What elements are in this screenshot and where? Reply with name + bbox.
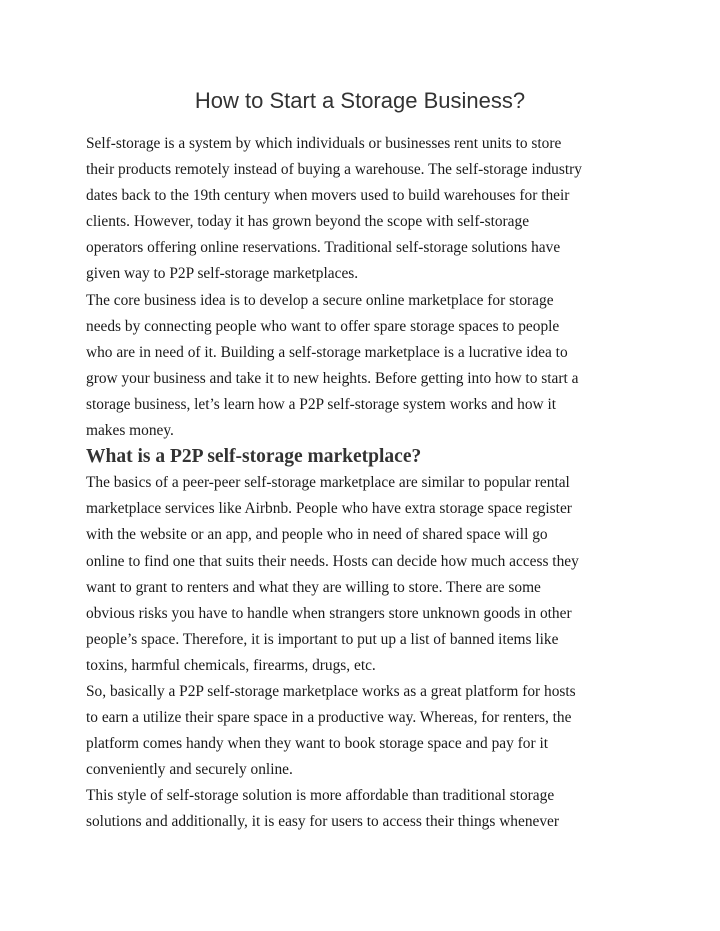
page-title: How to Start a Storage Business? — [194, 88, 526, 113]
body-line: online to find one that suits their needs. Hosts can decide how much access they — [86, 552, 579, 570]
body-line: their products remotely instead of buying a warehouse. The self-storage industry — [86, 161, 582, 179]
body-line: want to grant to renters and what they are willing to store. There are some — [86, 578, 541, 596]
body-line: This style of self-storage solution is more affordable than traditional storage — [86, 787, 555, 805]
body-line: storage business, let’s learn how a P2P self-storage system works and how it — [86, 395, 557, 413]
body-line: clients. However, today it has grown beyond the scope with self-storage — [86, 213, 530, 231]
body-line: So, basically a P2P self-storage marketplace works as a great platform for hosts — [86, 682, 576, 700]
body-line: needs by connecting people who want to offer spare storage spaces to people — [86, 317, 560, 335]
body-line: operators offering online reservations. Traditional self-storage solutions have — [86, 239, 561, 257]
body-line: grow your business and take it to new heights. Before getting into how to start a — [86, 369, 579, 387]
body-line: obvious risks you have to handle when strangers store unknown goods in other — [86, 604, 572, 622]
body-line: who are in need of it. Building a self-storage marketplace is a lucrative idea to — [86, 343, 568, 361]
body-line: Self-storage is a system by which individuals or businesses rent units to store — [86, 135, 562, 152]
body-line: dates back to the 19th century when movers used to build warehouses for their — [86, 187, 570, 205]
document-body — [86, 131, 646, 836]
body-line: marketplace services like Airbnb. People who have extra storage space register — [86, 500, 572, 518]
body-line: people’s space. Therefore, it is important to put up a list of banned items like — [86, 630, 559, 648]
body-line: toxins, harmful chemicals, firearms, drugs, etc. — [86, 656, 376, 674]
section-heading: What is a P2P self-storage marketplace? — [86, 446, 422, 468]
body-line: platform comes handy when they want to book storage space and pay for it — [86, 735, 549, 753]
body-line: given way to P2P self-storage marketplaces. — [86, 265, 359, 283]
body-line: with the website or an app, and people who in need of shared space will go — [86, 526, 548, 544]
body-line: conveniently and securely online. — [86, 761, 293, 779]
body-line: solutions and additionally, it is easy for users to access their things whenever — [86, 813, 560, 831]
body-line: The basics of a peer-peer self-storage marketplace are similar to popular rental — [86, 474, 570, 492]
body-line: makes money. — [86, 422, 174, 440]
body-line: to earn a utilize their spare space in a productive way. Whereas, for renters, the — [86, 709, 572, 727]
body-line: The core business idea is to develop a secure online marketplace for storage — [86, 291, 554, 309]
